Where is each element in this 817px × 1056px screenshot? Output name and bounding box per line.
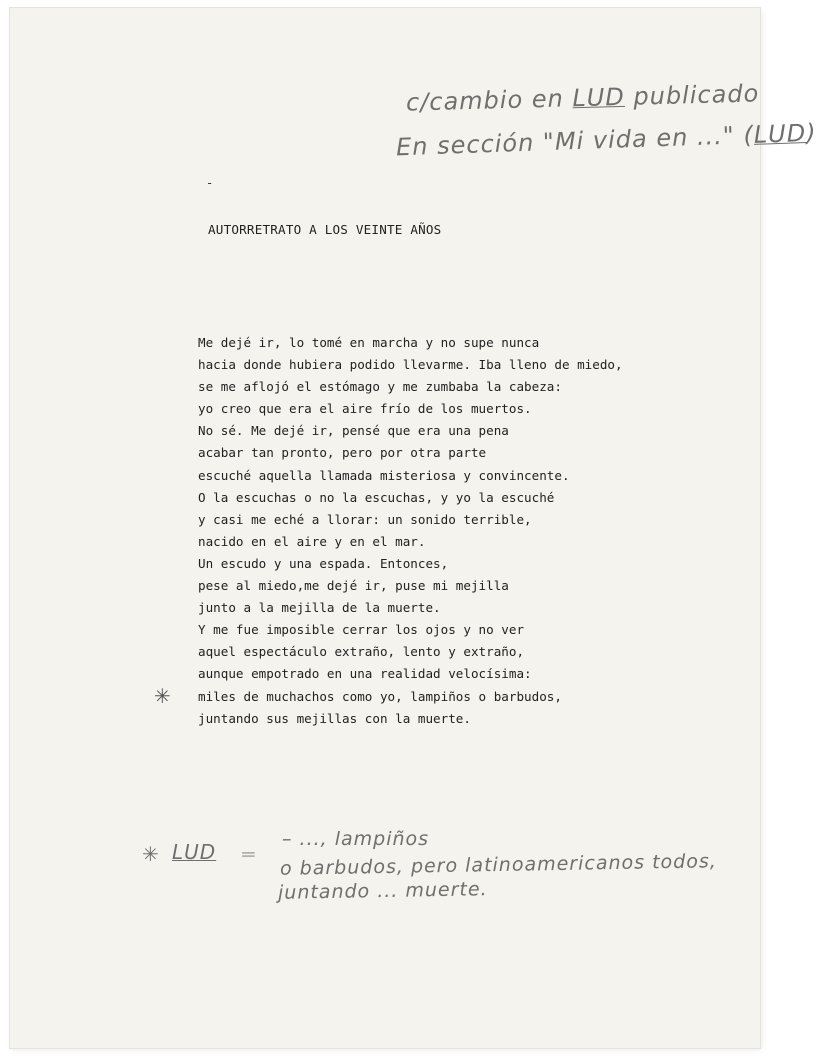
poem-body <box>198 332 623 730</box>
poem-line: Un escudo y una espada. Entonces, <box>198 555 449 571</box>
footnote-asterisk-icon: ✳ <box>142 842 160 866</box>
note-text: En sección "Mi vida en ..." ( <box>395 120 755 162</box>
footnote-ref-underlined: LUD <box>172 840 217 864</box>
footnote-line-1: – ..., lampiños <box>282 828 430 850</box>
poem-line: Me dejé ir, lo tomé en marcha y no supe nunca <box>198 335 540 350</box>
poem-line: se me aflojó el estómago y me zumbaba la cabeza: <box>198 379 562 395</box>
handwritten-note-line-1 <box>406 79 760 116</box>
poem-line: miles de muchachos como yo, lampiños o barbudos, <box>198 688 562 704</box>
note-text: publicado <box>624 79 760 111</box>
poem-line: O la escuchas o no la escuchas, y yo la escuché <box>198 489 555 505</box>
poem-line: aquel espectáculo extraño, lento y extraño, <box>198 644 525 660</box>
poem-line: aunque empotrado en una realidad velocísima: <box>198 666 532 682</box>
poem-line: No sé. Me dejé ir, pensé que era una pena <box>198 423 509 439</box>
note-text: c/cambio en <box>405 84 573 117</box>
footnote-line-2: o barbudos, pero latinoamericanos todos, <box>279 850 717 880</box>
poem-line: pese al miedo,me dejé ir, puse mi mejilla <box>198 578 509 594</box>
document-page <box>10 8 817 1048</box>
poem-line: hacia donde hubiera podido llevarme. Iba lleno de miedo, <box>198 357 623 373</box>
note-text: ) <box>805 118 817 148</box>
poem-line: yo creo que era el aire frío de los muertos. <box>198 401 532 417</box>
poem-line: nacido en el aire y en el mar. <box>198 533 426 549</box>
asterisk-icon: ✳ <box>154 684 171 708</box>
poem-line: Y me fue imposible cerrar los ojos y no ver <box>198 622 525 638</box>
poem-line: y casi me eché a llorar: un sonido terrible, <box>198 511 532 527</box>
dash-mark: - <box>206 176 214 190</box>
poem-line: junto a la mejilla de la muerte. <box>198 600 441 616</box>
note-ref-underlined: LUD <box>572 82 626 113</box>
handwritten-note-line-2 <box>396 119 817 162</box>
footnote-equals: = <box>240 842 258 866</box>
poem-line: juntando sus mejillas con la muerte. <box>198 710 471 726</box>
poem-line: escuché aquella llamada misteriosa y convincente. <box>198 467 570 483</box>
poem-line: acabar tan pronto, pero por otra parte <box>198 445 487 461</box>
footnote-line-3: juntando ... muerte. <box>277 878 488 904</box>
note-ref-underlined: LUD <box>753 119 807 149</box>
poem-title: AUTORRETRATO A LOS VEINTE AÑOS <box>208 222 442 237</box>
